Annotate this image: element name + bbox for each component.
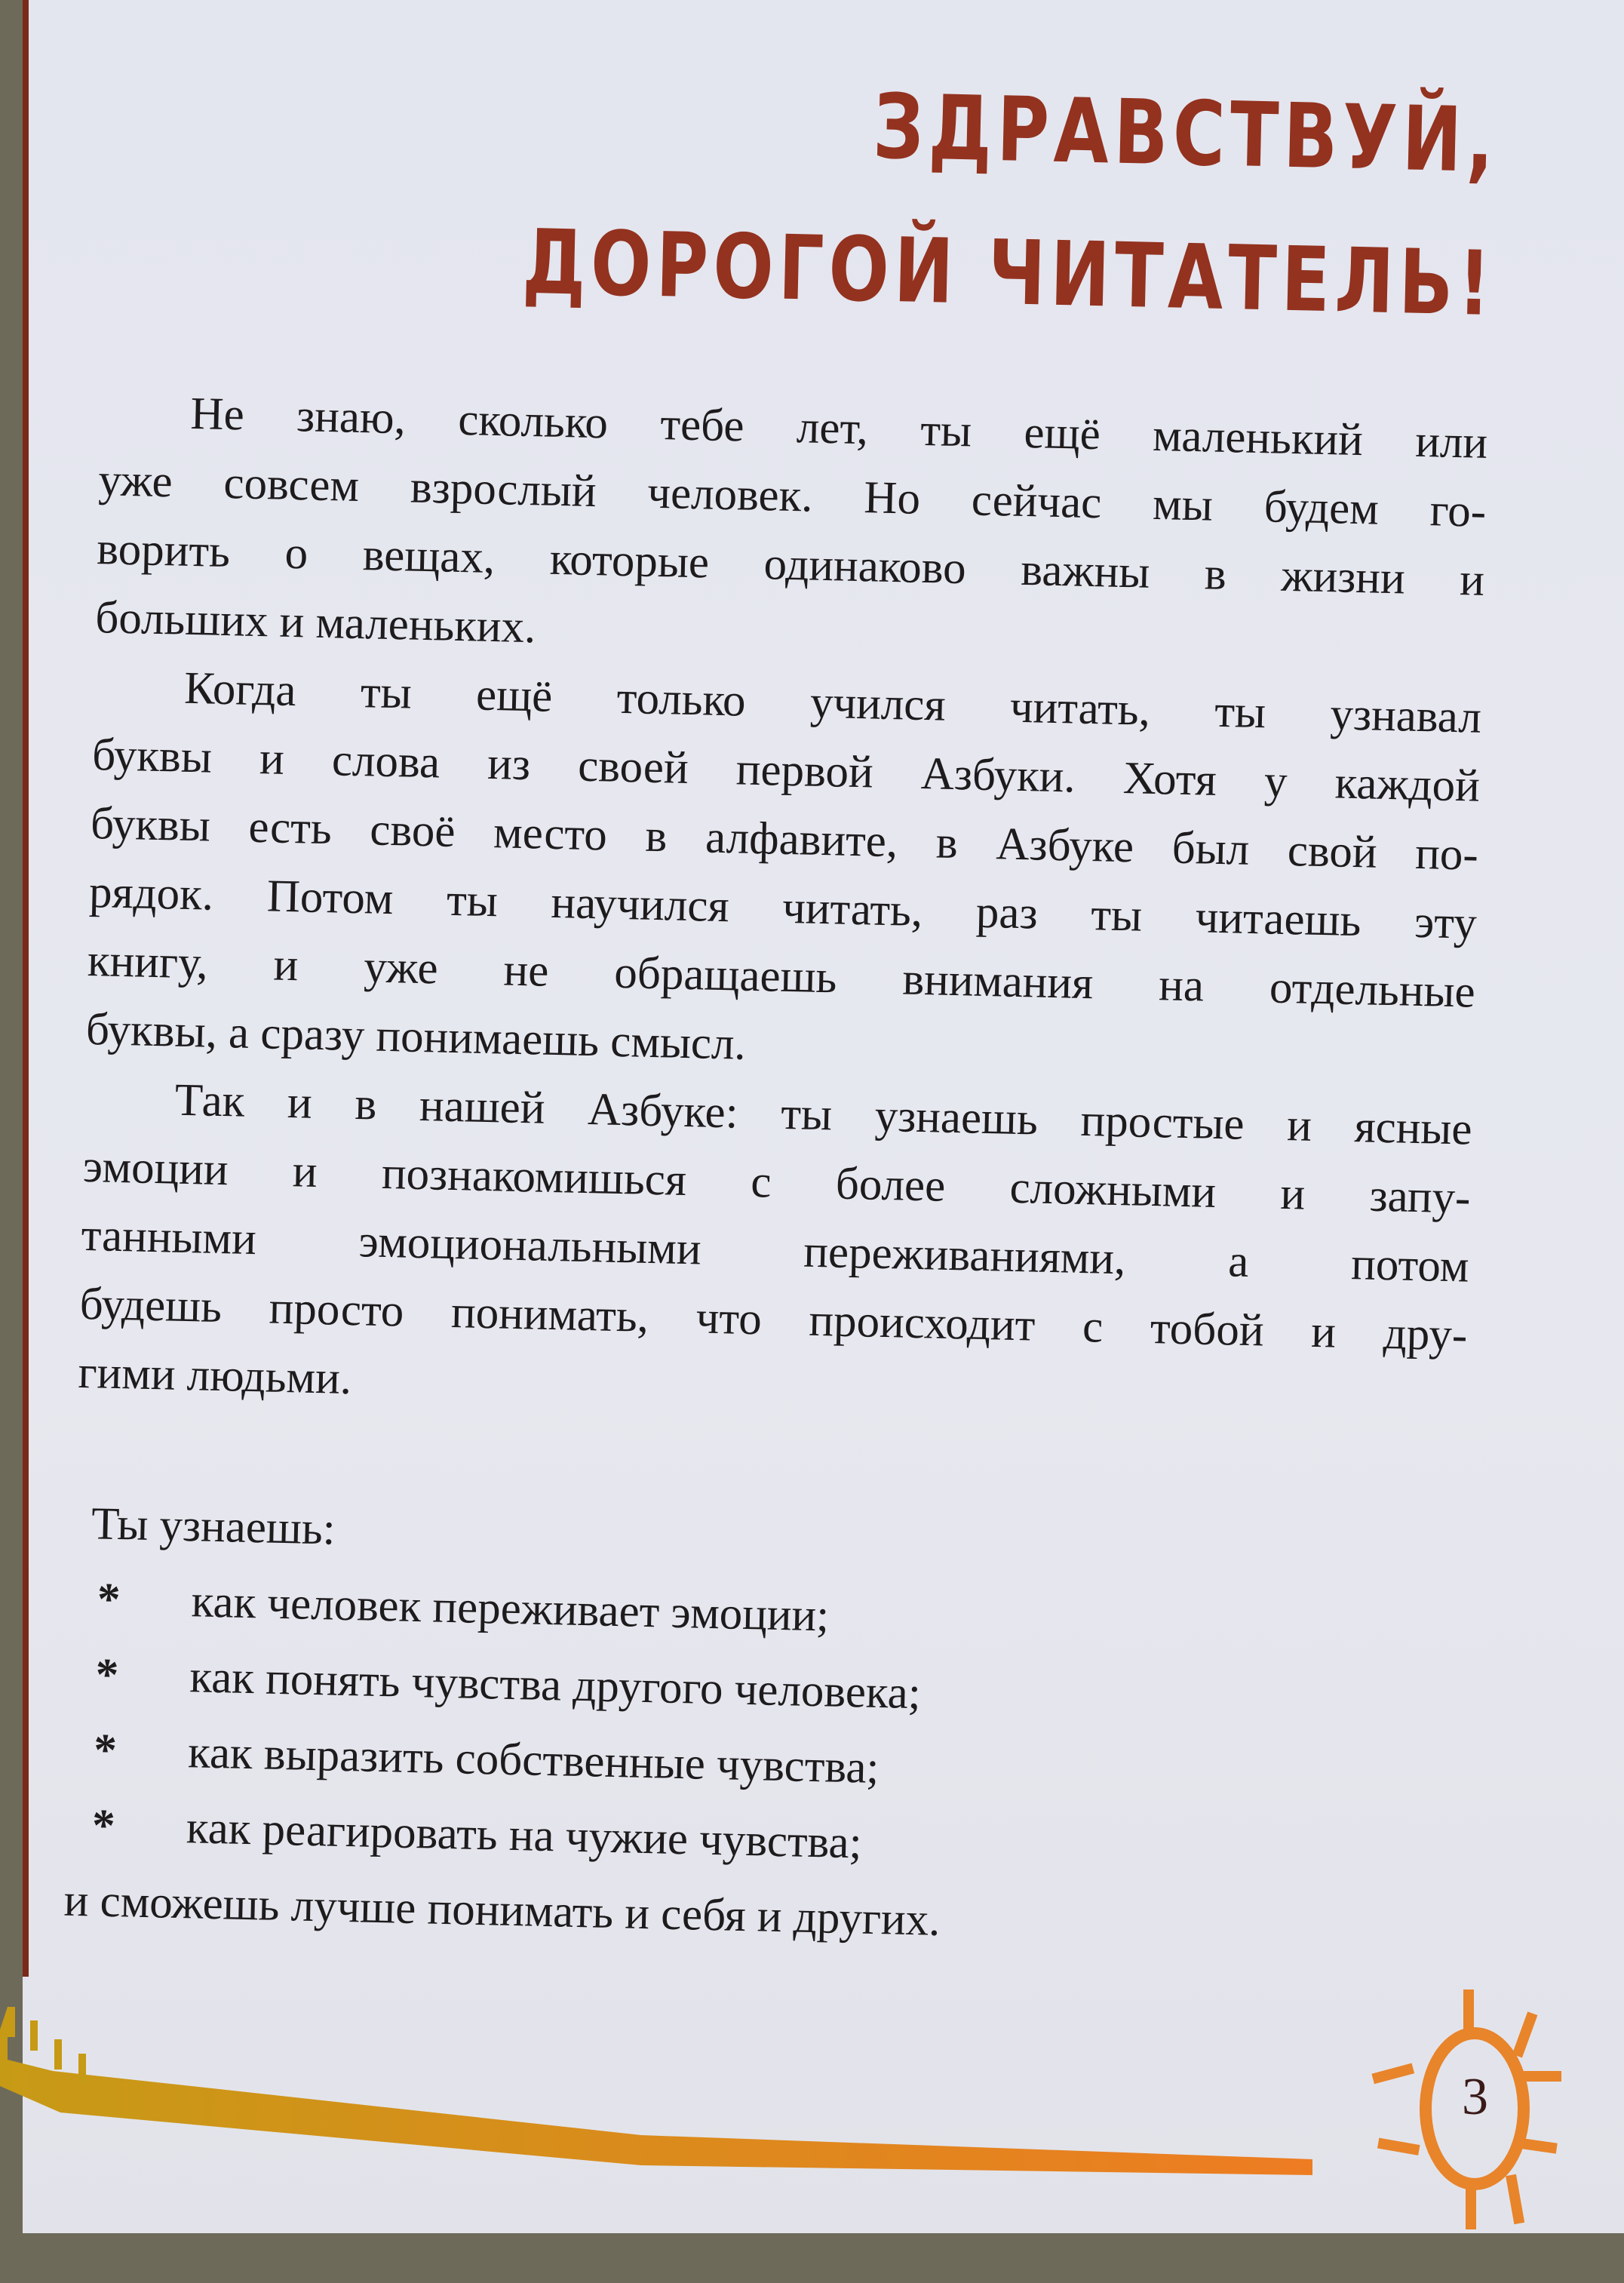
title-line-1: ЗДРАВСТВУЙ, bbox=[871, 74, 1500, 193]
page-number: 3 bbox=[1462, 2068, 1488, 2126]
paragraph-line: Так и в нашей Азбуке: ты узнаешь простые и ясные bbox=[174, 1074, 1473, 1155]
paragraph-line: Когда ты ещё только учился читать, ты узнавал bbox=[183, 662, 1482, 743]
body-text bbox=[78, 377, 1488, 1438]
title-line-2: ДОРОГОЙ ЧИТАТЕЛЬ! bbox=[520, 209, 1497, 336]
asterisk-icon: * bbox=[93, 1725, 118, 1777]
paragraph-line: рядок. Потом ты научился читать, раз ты читаешь эту bbox=[88, 866, 1478, 949]
learn-list bbox=[63, 1487, 950, 1959]
paragraph-line: ворить о вещах, которые одинаково важны в жизни и bbox=[96, 524, 1485, 606]
list-item-text: как человек переживает эмоции; bbox=[191, 1576, 830, 1642]
paragraph-line: гими людьми. bbox=[77, 1347, 352, 1405]
learn-heading: Ты узнаешь: bbox=[91, 1498, 336, 1555]
asterisk-icon: * bbox=[97, 1574, 121, 1626]
decorative-stripe bbox=[0, 2007, 1312, 2175]
paragraph-line: танными эмоциональными переживаниями, а потом bbox=[81, 1209, 1470, 1292]
paragraph-line: больших и маленьких. bbox=[94, 592, 537, 653]
asterisk-icon: * bbox=[94, 1649, 119, 1701]
footer-decoration bbox=[0, 1962, 1624, 2263]
asterisk-icon: * bbox=[91, 1800, 116, 1852]
paragraph-line: буквы есть своё место в алфавите, в Азбуке был свой по- bbox=[90, 798, 1479, 880]
paragraph-line: Не знаю, сколько тебе лет, ты ещё маленький или bbox=[189, 388, 1488, 469]
paragraph-line: уже совсем взрослый человек. Но сейчас мы будем го- bbox=[97, 455, 1487, 537]
paragraph-line: буквы и слова из своей первой Азбуки. Хотя у каждой bbox=[91, 730, 1481, 812]
list-item-text: как реагировать на чужие чувства; bbox=[186, 1802, 863, 1869]
paragraph-line: книгу, и уже не обращаешь внимания на отдельные bbox=[87, 935, 1476, 1018]
paragraph-line: будешь просто понимать, что происходит с тобой и дру- bbox=[79, 1278, 1469, 1361]
closing-line: и сможешь лучше понимать и себя и других. bbox=[63, 1875, 941, 1946]
paragraph-line: буквы, а сразу понимаешь смысл. bbox=[85, 1003, 747, 1070]
paragraph-line: эмоции и познакомишься с более сложными и запу- bbox=[82, 1141, 1472, 1224]
list-item-text: как понять чувства другого человека; bbox=[189, 1652, 922, 1719]
list-item-text: как выразить собственные чувства; bbox=[187, 1727, 880, 1794]
